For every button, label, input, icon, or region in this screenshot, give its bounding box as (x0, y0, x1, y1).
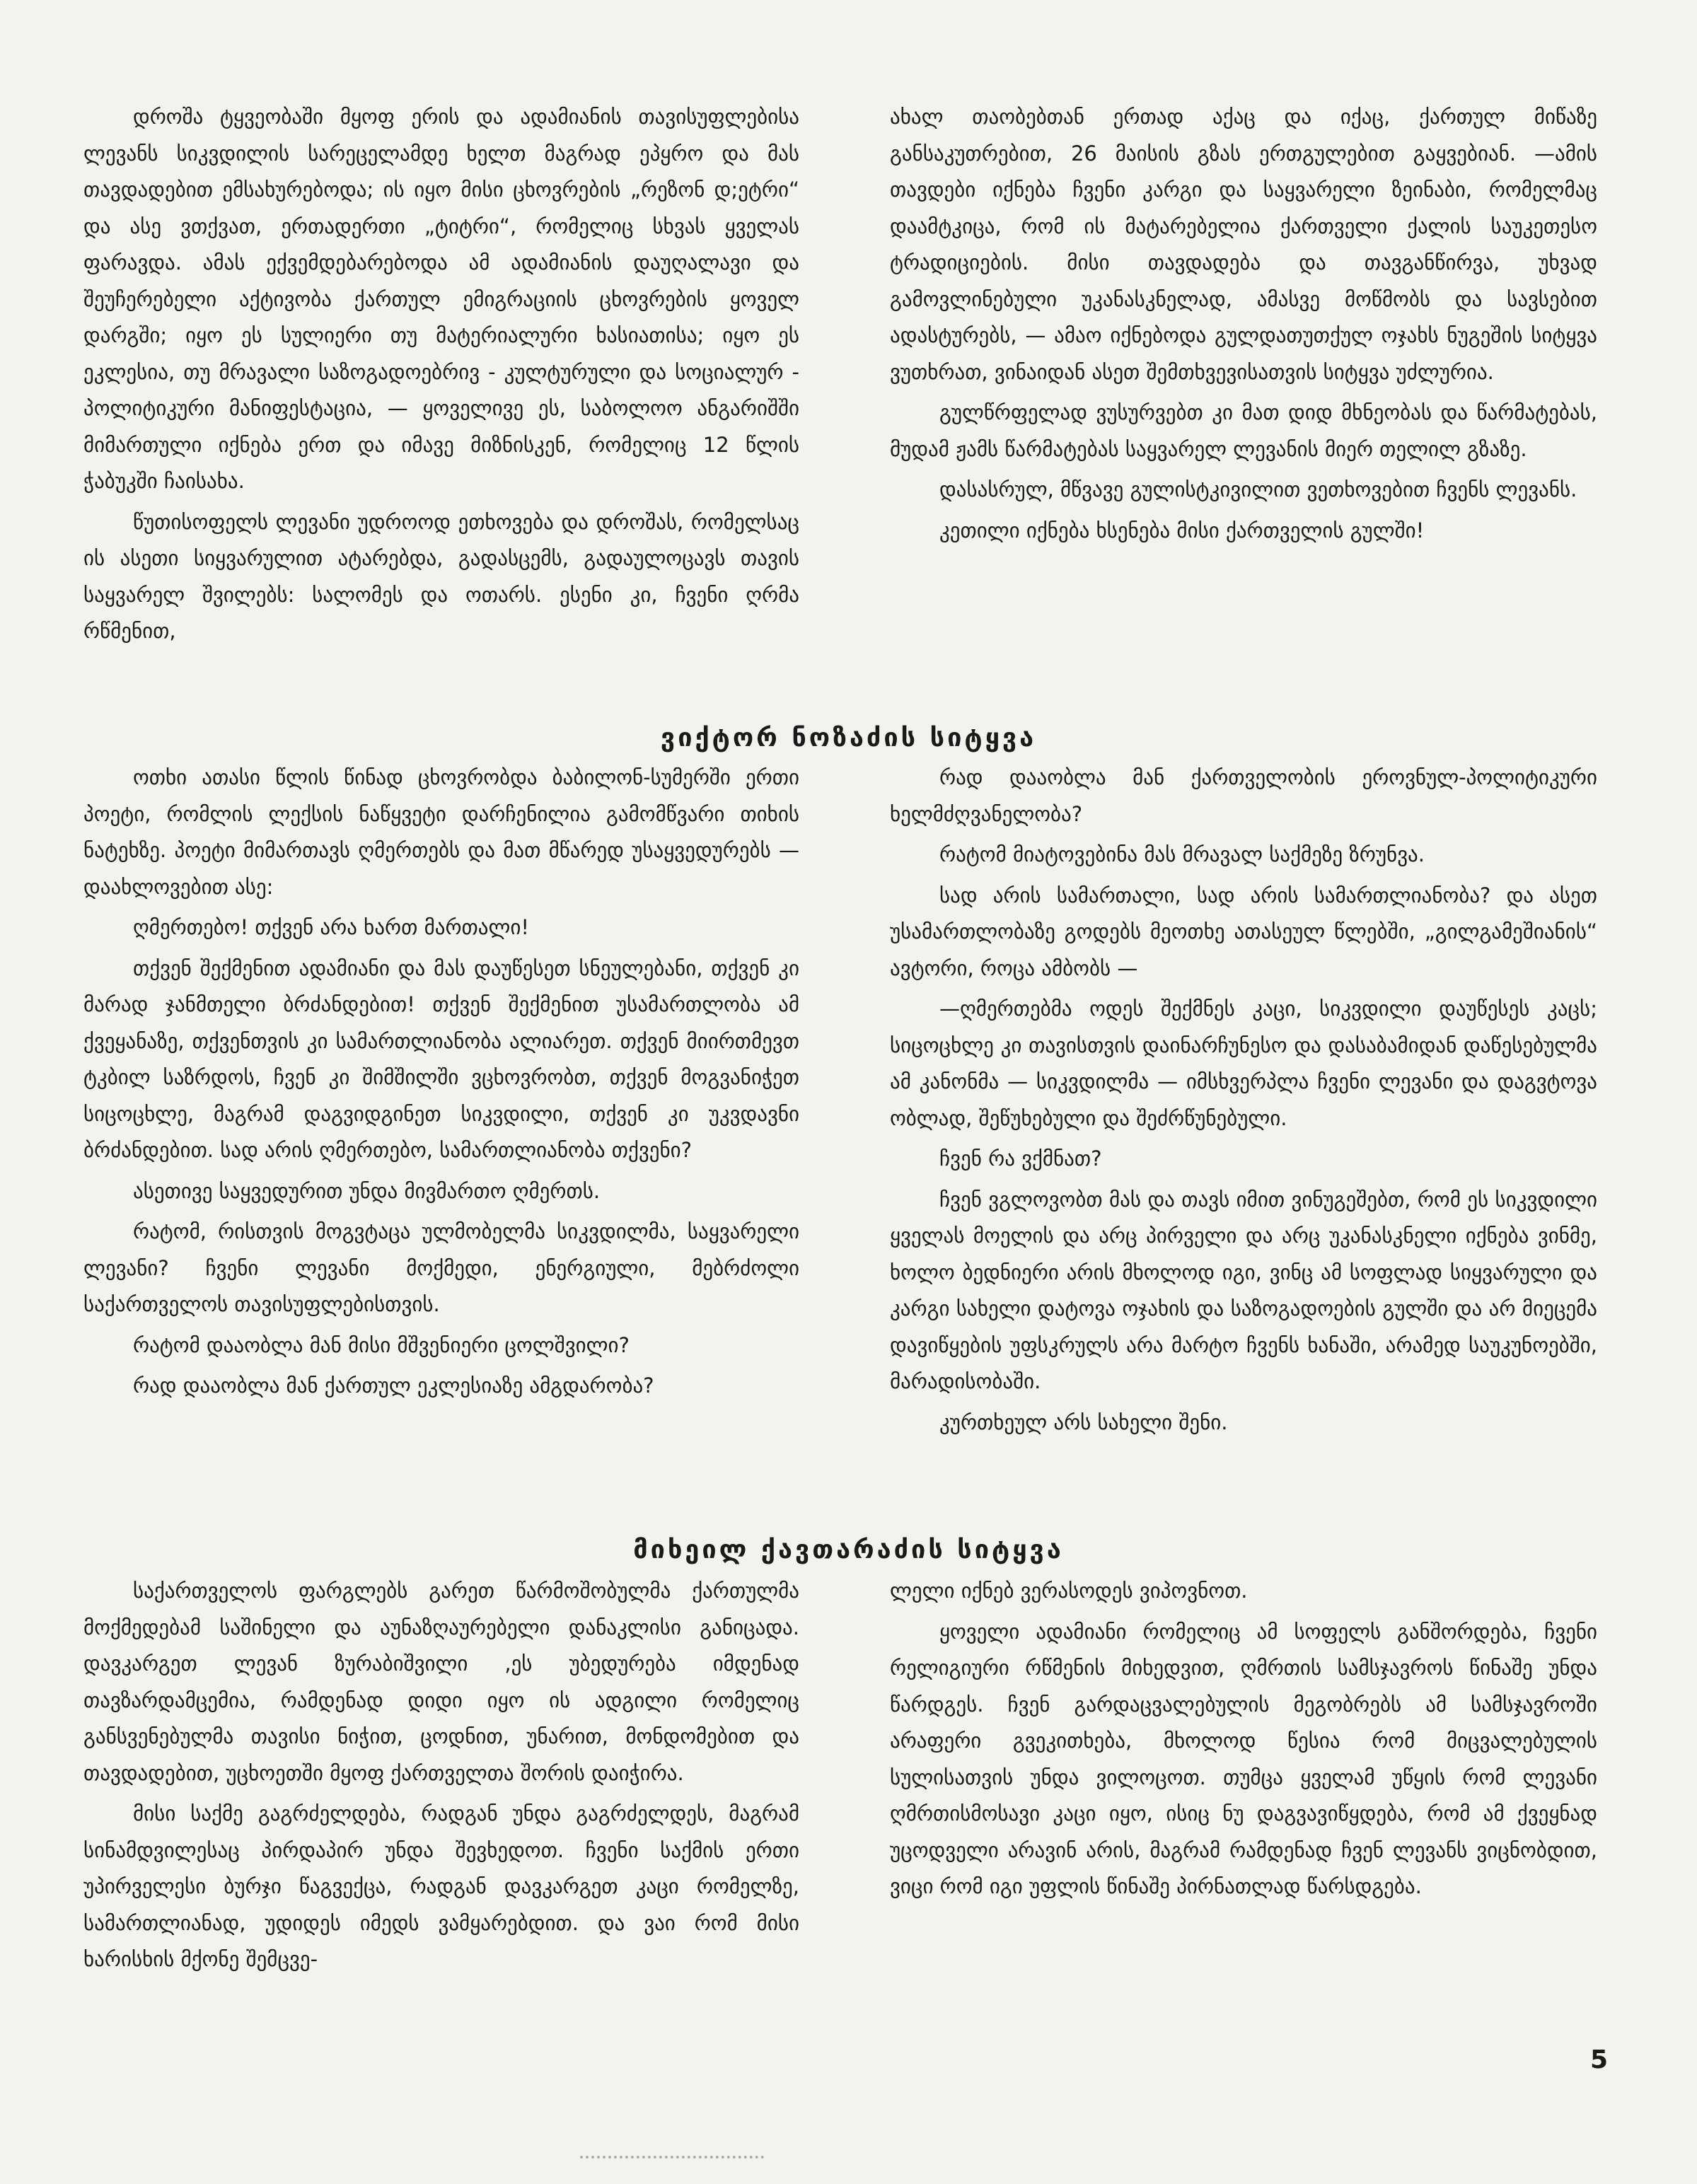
paragraph: დასასრულ, მწვავე გულისტკივილით ვეთხოვებით ჩვენს ლევანს. (939, 477, 1577, 501)
paragraph: წუთისოფელს ლევანი უდროოდ ეთხოვება და დროშას, რომელსაც ის ასეთი სიყვარულით ატარებდა, გადასცემს, გადაულოცავს თავის საყვარელ შვილებს: სალომეს და ოთარს. ესენი კი, ჩვენი ღრმა რწმენით, (83, 509, 799, 643)
paragraph: კურთხეულ არს სახელი შენი. (939, 1410, 1228, 1434)
paragraph: დროშა ტყვეობაში მყოფ ერის და ადამიანის თავისუფლებისა ლევანს სიკვდილის სარეცელამდე ხელთ მაგრად ეპყრო და მას თავდადებით ემსახურებოდა; ის იყო მისი ცხოვრების „რეზონ დ;ეტრი“ და ასე ვთქვათ, ერთადერთი „ტიტრი“, რომელიც სხვას ყველას ფარავდა. ამას ექვემდებარებოდა ამ ადამიანის დაუღალავი და შეუჩერებელი აქტივობა ქართულ ემიგრაციის ცხოვრების ყოველ დარგში; იყო ეს სულიერი თუ მატერიალური ხასიათისა; იყო ეს ეკლესია, თუ მრავალი საზოგადოებრივ - კულტურული და სოციალურ - პოლიტიკური მანიფესტაცია, — ყოველივე ეს, საბოლოო ანგარიშში მიმართული იქნება ერთ და იმავე მიზნისკენ, რომელიც 12 წლის ჭაბუკში ჩაისახა. (83, 105, 799, 493)
paragraph: რად დააობლა მან ქართულ ეკლესიაზე ამგდარობა? (133, 1373, 654, 1398)
section1-right-column (890, 99, 1597, 553)
paragraph: სად არის სამართალი, სად არის სამართლიანობა? და ასეთ უსამართლობაზე გოდებს მეოთხე ათასეულ წლებში, „გილგამეშიანის“ ავტორი, როცა ამბობს — (890, 883, 1597, 980)
page-number: 5 (1590, 2045, 1609, 2074)
paragraph: ჩვენ ვგლოვობთ მას და თავს იმით ვინუგეშებთ, რომ ეს სიკვდილი ყველას მოელის და არც პირველი და არც უკანასკნელი იქნება ვინმე, ხოლო ბედნიერი არის მხოლოდ იგი, ვინც ამ სოფლად სიყვარული და კარგი სახელი დატოვა ოჯახის და საზოგადოების გულში და არ მიეცემა დავიწყების უფსკრულს არა მარტო ჩვენს ხანაში, არამედ საუკუნოებში, მარადისობაში. (890, 1187, 1597, 1393)
section3-right-column (890, 1573, 1597, 1910)
paragraph: ოთხი ათასი წლის წინად ცხოვრობდა ბაბილონ-სუმერში ერთი პოეტი, რომლის ლექსის ნაწყვეტი დარჩენილია გამომწვარი თიხის ნატეხზე. პოეტი მიმართავს ღმერთებს და მათ მწარედ უსაყვედურებს — დაახლოვებით ასე: (83, 765, 799, 899)
print-smudge (580, 2150, 764, 2159)
paragraph: რად დააობლა მან ქართველობის ეროვნულ-პოლიტიკური ხელმძღვანელობა? (890, 765, 1597, 826)
paragraph: ღმერთებო! თქვენ არა ხართ მართალი! (133, 915, 529, 939)
paragraph: რატომ მიატოვებინა მას მრავალ საქმეზე ზრუნვა. (939, 842, 1425, 866)
paragraph: კეთილი იქნება ხსენება მისი ქართველის გულში! (939, 518, 1425, 542)
section1-left-column (83, 99, 799, 654)
paragraph: ლელი იქნებ ვერასოდეს ვიპოვნოთ. (890, 1579, 1248, 1603)
paragraph: ჩვენ რა ვქმნათ? (939, 1146, 1102, 1171)
section2-heading: ვიქტორ ნოზაძის სიტყვა (660, 724, 1037, 753)
paragraph: —ღმერთებმა ოდეს შექმნეს კაცი, სიკვდილი დაუწესეს კაცს; სიცოცხლე კი თავისთვის დაინარჩუნესო და დასაბამიდან დაწესებულმა ამ კანონმა — სიკვდილმა — იმსხვერპლა ჩვენი ლევანი და დაგვტოვა ობლად, შეწუხებული და შეძრწუნებული. (890, 997, 1597, 1130)
paragraph: ასეთივე საყვედურით უნდა მივმართო ღმერთს. (133, 1178, 601, 1203)
section3-heading: მიხეილ ქავთარაძის სიტყვა (633, 1535, 1064, 1564)
paragraph: ყოველი ადამიანი რომელიც ამ სოფელს განშორდება, ჩვენი რელიგიური რწმენის მიხედვით, ღმრთის სამსჯავროს წინაშე უნდა წარდგეს. ჩვენ გარდაცვალებულის მეგობრებს ამ სამსჯავროში არაფერი გვეკითხება, მხოლოდ წესია რომ მიცვალებულის სულისათვის უნდა ვილოცოთ. თუმცა ყველამ უწყის რომ ლევანი ღმრთისმოსავი კაცი იყო, ისიც ნუ დაგვავიწყდება, რომ ამ ქვეყნად უცოდველი არავინ არის, მაგრამ რამდენად ჩვენ ლევანს ვიცნობდით, ვიცი რომ იგი უფლის წინაშე პირნათლად წარსდგება. (890, 1619, 1597, 1898)
paragraph: თქვენ შექმენით ადამიანი და მას დაუწესეთ სნეულებანი, თქვენ კი მარად ჯანმთელი ბრძანდებით! თქვენ შექმენით უსამართლობა ამ ქვეყანაზე, თქვენთვის კი სამართლიანობა ალიარეთ. თქვენ მიირთმევთ ტკბილ საზრდოს, ჩვენ კი შიმშილში ვცხოვრობთ, თქვენ მოგვანიჭეთ სიცოცხლე, მაგრამ დაგვიდგინეთ სიკვდილი, თქვენ კი უკვდავნი ბრძანდებით. სად არის ღმერთებო, სამართლიანობა თქვენი? (83, 956, 799, 1162)
section2-left-column (83, 760, 799, 1409)
paragraph: ახალ თაობებთან ერთად აქაც და იქაც, ქართულ მიწაზე განსაკუთრებით, 26 მაისის გზას ერთგულებით გაყვებიან. —ამის თავდები იქნება ჩვენი კარგი და საყვარელი ზეინაბი, რომელმაც დაამტკიცა, რომ ის მატარებელია ქართველი ქალის საუკეთესო ტრადიციების. მისი თავდადება და თავგანწირვა, უხვად გამოვლინებული უკანასკნელად, ამასვე მოწმობს და სავსებით ადასტურებს, — ამაო იქნებოდა გულდათუთქულ ოჯახს ნუგეშის სიტყვა ვუთხრათ, ვინაიდან ასეთ შემთხვევისათვის სიტყვა უძლურია. (890, 105, 1597, 384)
paragraph: მისი საქმე გაგრძელდება, რადგან უნდა გაგრძელდეს, მაგრამ სინამდვილესაც პირდაპირ უნდა შევხედოთ. ჩვენი საქმის ერთი უპირველესი ბურჯი წაგვექცა, რადგან დავკარგეთ კაცი რომელზე, სამართლიანად, უდიდეს იმედს ვამყარებდით. და ვაი რომ მისი ხარისხის მქონე შემცვე- (83, 1801, 799, 1971)
paragraph: რატომ, რისთვის მოგვტაცა ულმობელმა სიკვდილმა, საყვარელი ლევანი? ჩვენი ლევანი მოქმედი, ენერგიული, მებრძოლი საქართველოს თავისუფლებისთვის. (83, 1219, 799, 1316)
paragraph: გულწრფელად ვუსურვებთ კი მათ დიდ მხნეობას და წარმატებას, მუდამ ჟამს წარმატებას საყვარელ ლევანის მიერ თელილ გზაზე. (890, 400, 1597, 461)
section3-left-column (83, 1573, 799, 1982)
paragraph: საქართველოს ფარგლებს გარეთ წარმოშობულმა ქართულმა მოქმედებამ საშინელი და აუნაზღაურებელი დანაკლისი განიცადა. დავკარგეთ ლევან ზურაბიშვილი ,ეს უბედურება იმდენად თავზარდამცემია, რამდენად დიდი იყო ის ადგილი რომელიც განსვენებულმა თავისი ნიჭით, ცოდნით, უნარით, მონდომებით და თავდადებით, უცხოეთში მყოფ ქართველთა შორის დაიჭირა. (83, 1579, 799, 1785)
section2-right-column (890, 760, 1597, 1445)
paragraph: რატომ დააობლა მან მისი მშვენიერი ცოლშვილი? (133, 1332, 630, 1357)
